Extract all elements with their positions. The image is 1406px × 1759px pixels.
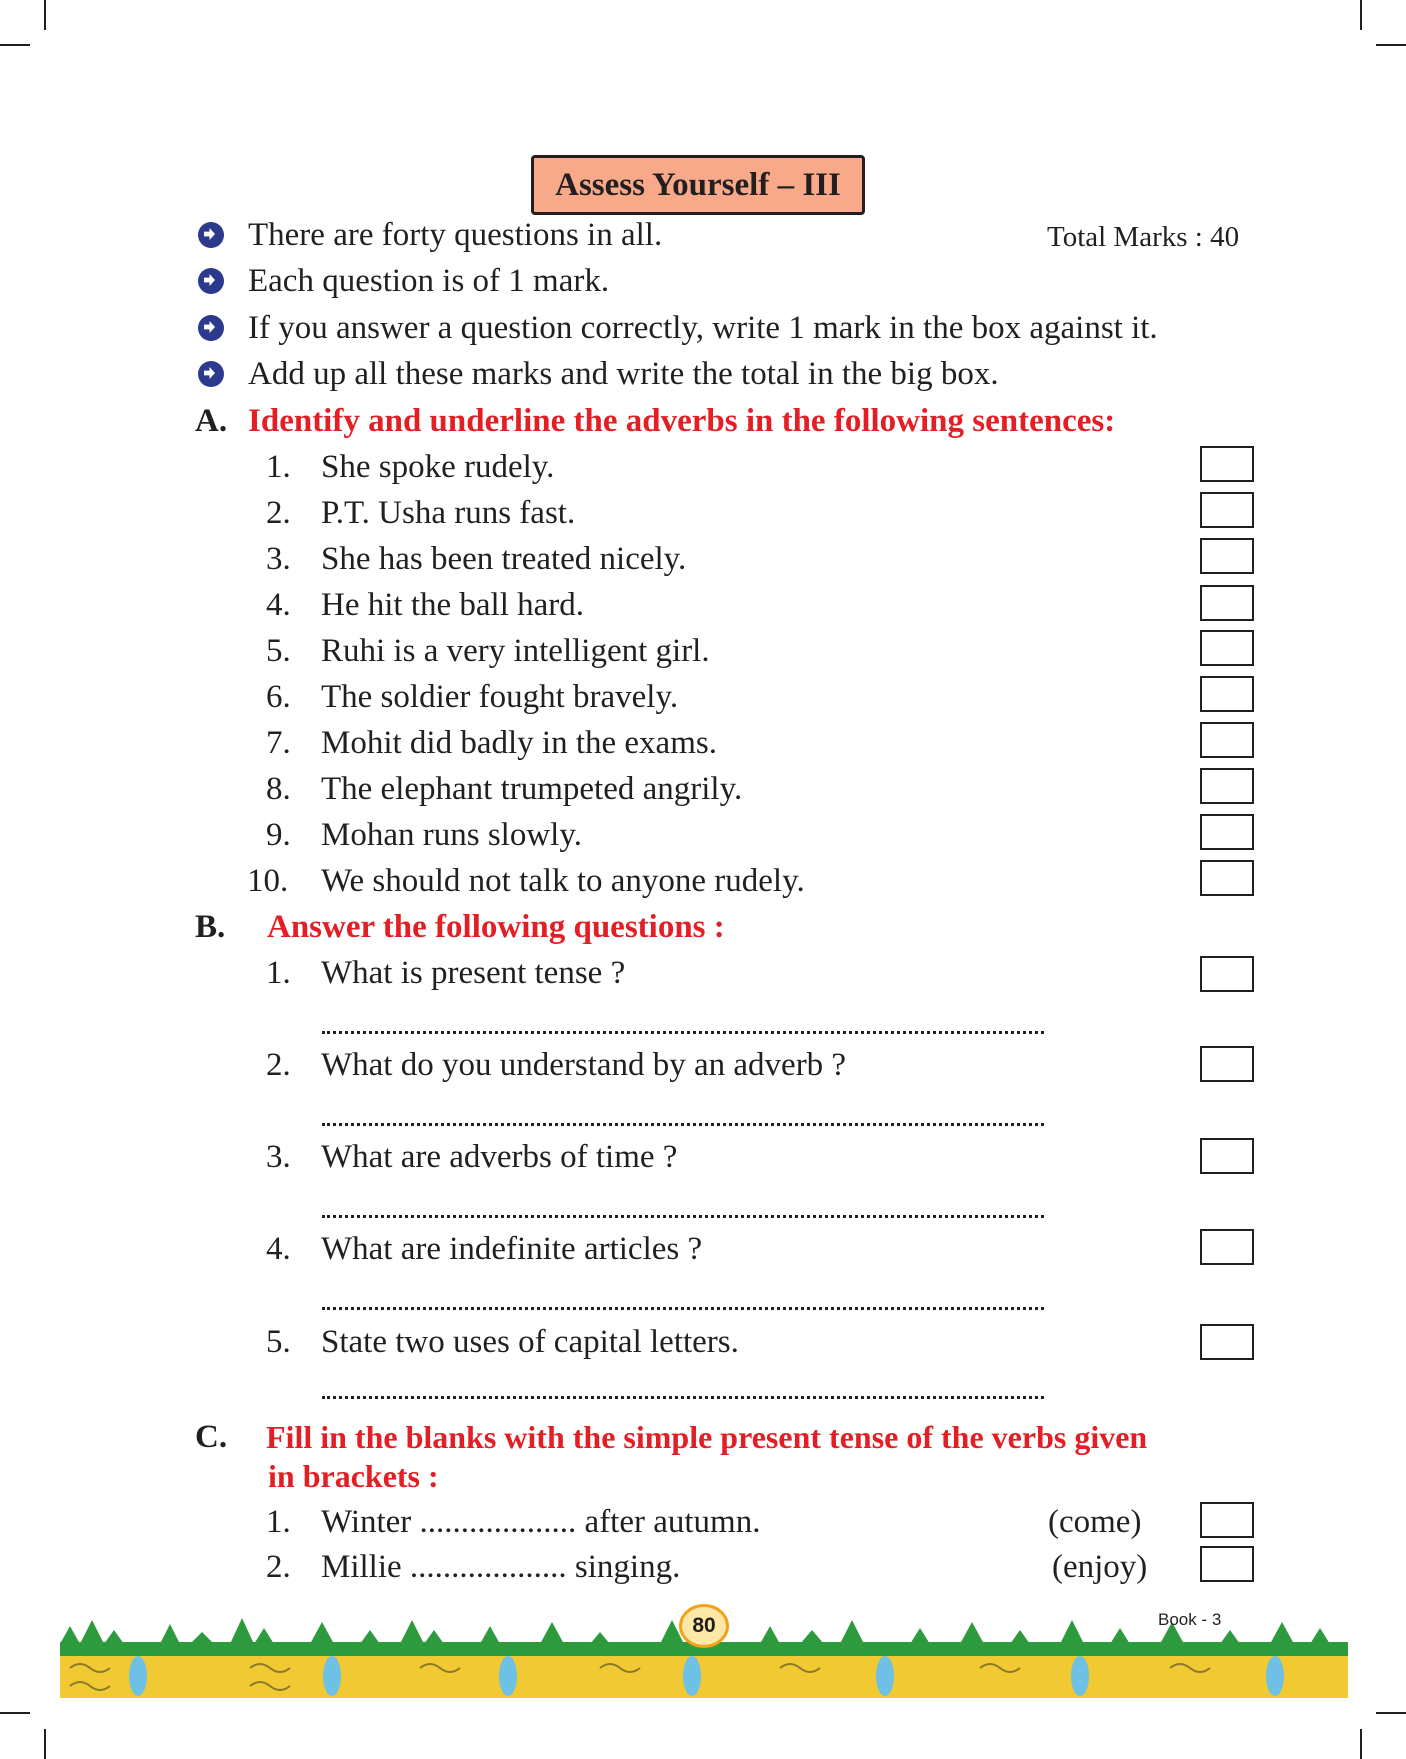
question-text: Mohan runs slowly.: [321, 817, 582, 853]
instruction-text: Each question is of 1 mark.: [248, 263, 610, 299]
book-label: Book - 3: [1158, 1610, 1222, 1629]
item-number: 1.: [266, 1504, 291, 1540]
question-text: She spoke rudely.: [321, 449, 555, 485]
item-number: 10.: [247, 863, 289, 899]
arrow-bullet-icon: [198, 268, 224, 294]
section-letter: C.: [195, 1419, 228, 1455]
crop-mark: [1376, 1712, 1406, 1714]
item-number: 3.: [266, 1139, 291, 1175]
mark-box[interactable]: [1200, 956, 1254, 992]
fill-blank-text: Winter ................... after autumn.: [321, 1504, 761, 1540]
crop-mark: [1376, 44, 1406, 46]
mark-box[interactable]: [1200, 1138, 1254, 1174]
item-number: 3.: [266, 541, 291, 577]
total-marks: Total Marks : 40: [1047, 221, 1240, 253]
item-number: 5.: [266, 1324, 291, 1360]
item-number: 4.: [266, 587, 291, 623]
item-number: 9.: [266, 817, 291, 853]
answer-line[interactable]: [322, 1303, 1044, 1310]
answer-line[interactable]: [322, 1027, 1044, 1034]
section-heading: Identify and underline the adverbs in the following sentences:: [248, 403, 1116, 439]
mark-box[interactable]: [1200, 814, 1254, 850]
question-text: Mohit did badly in the exams.: [321, 725, 717, 761]
mark-box[interactable]: [1200, 538, 1254, 574]
item-number: 2.: [266, 1549, 291, 1585]
question-text: The elephant trumpeted angrily.: [321, 771, 743, 807]
item-number: 5.: [266, 633, 291, 669]
question-text: We should not talk to anyone rudely.: [321, 863, 805, 899]
question-text: Ruhi is a very intelligent girl.: [321, 633, 710, 669]
fill-blank-text: Millie ................... singing.: [321, 1549, 681, 1585]
mark-box[interactable]: [1200, 446, 1254, 482]
page-number: 80: [679, 1604, 729, 1648]
question-text: What is present tense ?: [321, 955, 626, 991]
crop-mark: [0, 44, 30, 46]
crop-mark: [1360, 0, 1362, 30]
question-text: P.T. Usha runs fast.: [321, 495, 576, 531]
crop-mark: [44, 1729, 46, 1759]
mark-box[interactable]: [1200, 1324, 1254, 1360]
mark-box[interactable]: [1200, 722, 1254, 758]
verb-hint: (come): [1048, 1504, 1142, 1540]
mark-box[interactable]: [1200, 676, 1254, 712]
mark-box[interactable]: [1200, 1229, 1254, 1265]
page-title: Assess Yourself – III: [531, 155, 865, 215]
item-number: 6.: [266, 679, 291, 715]
verb-hint: (enjoy): [1052, 1549, 1148, 1585]
question-text: She has been treated nicely.: [321, 541, 687, 577]
mark-box[interactable]: [1200, 630, 1254, 666]
question-text: State two uses of capital letters.: [321, 1324, 739, 1360]
question-text: What are adverbs of time ?: [321, 1139, 678, 1175]
mark-box[interactable]: [1200, 1502, 1254, 1538]
instruction-text: Add up all these marks and write the total in the big box.: [248, 356, 999, 392]
arrow-bullet-icon: [198, 222, 224, 248]
mark-box[interactable]: [1200, 585, 1254, 621]
instruction-text: There are forty questions in all.: [248, 217, 663, 253]
question-text: What are indefinite articles ?: [321, 1231, 703, 1267]
answer-line[interactable]: [322, 1392, 1044, 1399]
item-number: 2.: [266, 1047, 291, 1083]
question-text: He hit the ball hard.: [321, 587, 585, 623]
section-heading: in brackets :: [268, 1458, 439, 1494]
question-text: What do you understand by an adverb ?: [321, 1047, 847, 1083]
mark-box[interactable]: [1200, 1046, 1254, 1082]
item-number: 1.: [266, 955, 291, 991]
section-letter: A.: [195, 403, 228, 439]
mark-box[interactable]: [1200, 860, 1254, 896]
item-number: 7.: [266, 725, 291, 761]
crop-mark: [44, 0, 46, 30]
mark-box[interactable]: [1200, 1546, 1254, 1582]
mark-box[interactable]: [1200, 768, 1254, 804]
arrow-bullet-icon: [198, 315, 224, 341]
mark-box[interactable]: [1200, 492, 1254, 528]
item-number: 8.: [266, 771, 291, 807]
instruction-text: If you answer a question correctly, write 1 mark in the box against it.: [248, 310, 1158, 346]
item-number: 1.: [266, 449, 291, 485]
section-letter: B.: [195, 909, 226, 945]
question-text: The soldier fought bravely.: [321, 679, 679, 715]
item-number: 2.: [266, 495, 291, 531]
crop-mark: [0, 1712, 30, 1714]
crop-mark: [1360, 1729, 1362, 1759]
answer-line[interactable]: [322, 1211, 1044, 1218]
item-number: 4.: [266, 1231, 291, 1267]
section-heading: Fill in the blanks with the simple present tense of the verbs given: [266, 1419, 1148, 1455]
answer-line[interactable]: [322, 1119, 1044, 1126]
section-heading: Answer the following questions :: [267, 909, 725, 945]
arrow-bullet-icon: [198, 361, 224, 387]
